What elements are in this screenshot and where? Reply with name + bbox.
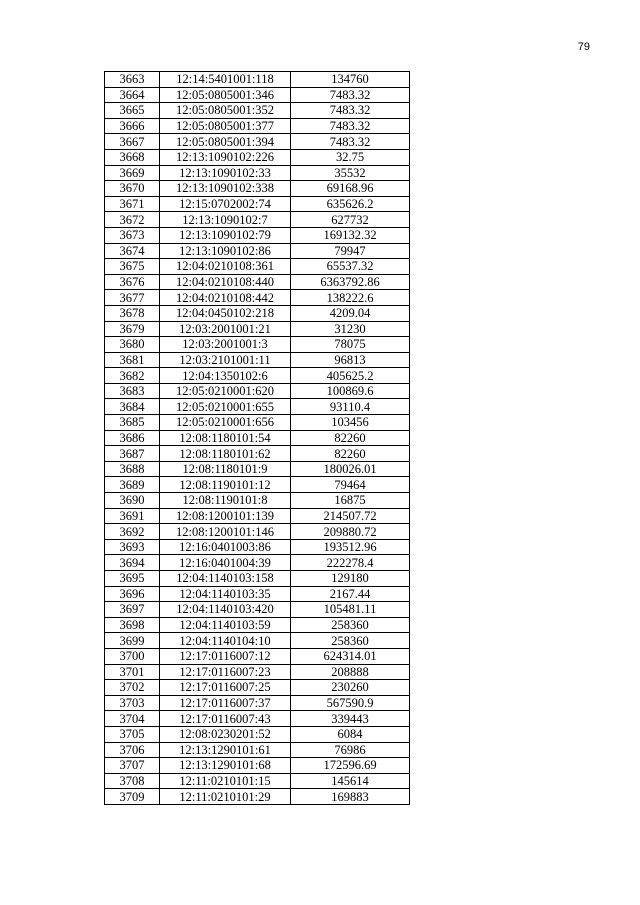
row-index-cell: 3677 (105, 290, 160, 306)
cadastral-number-cell: 12:16:0401003:86 (160, 539, 291, 555)
table-row (105, 165, 410, 181)
row-index-cell: 3691 (105, 508, 160, 524)
row-index-cell: 3669 (105, 165, 160, 181)
table-row (105, 290, 410, 306)
cadastral-number-cell: 12:17:0116007:12 (160, 648, 291, 664)
cadastral-number-cell: 12:13:1090102:7 (160, 212, 291, 228)
cadastral-number-cell: 12:04:1140103:158 (160, 571, 291, 587)
value-cell: 230260 (291, 680, 410, 696)
row-index-cell: 3689 (105, 477, 160, 493)
table-row (105, 789, 410, 805)
value-cell: 4209.04 (291, 305, 410, 321)
table-row (105, 383, 410, 399)
table-row (105, 680, 410, 696)
table-row (105, 461, 410, 477)
value-cell: 222278.4 (291, 555, 410, 571)
table-row (105, 586, 410, 602)
value-cell: 208888 (291, 664, 410, 680)
value-cell: 7483.32 (291, 87, 410, 103)
value-cell: 7483.32 (291, 118, 410, 134)
value-cell: 627732 (291, 212, 410, 228)
value-cell: 79947 (291, 243, 410, 259)
row-index-cell: 3704 (105, 711, 160, 727)
cadastral-number-cell: 12:08:1200101:139 (160, 508, 291, 524)
cadastral-number-cell: 12:05:0210001:656 (160, 415, 291, 431)
value-cell: 100869.6 (291, 383, 410, 399)
table-row (105, 446, 410, 462)
row-index-cell: 3692 (105, 524, 160, 540)
row-index-cell: 3663 (105, 72, 160, 88)
cadastral-number-cell: 12:08:0230201:52 (160, 726, 291, 742)
cadastral-number-cell: 12:13:1290101:61 (160, 742, 291, 758)
row-index-cell: 3694 (105, 555, 160, 571)
row-index-cell: 3686 (105, 430, 160, 446)
cadastral-table (104, 71, 410, 805)
row-index-cell: 3682 (105, 368, 160, 384)
row-index-cell: 3676 (105, 274, 160, 290)
row-index-cell: 3672 (105, 212, 160, 228)
cadastral-number-cell: 12:04:1140103:35 (160, 586, 291, 602)
cadastral-number-cell: 12:08:1190101:8 (160, 493, 291, 509)
cadastral-number-cell: 12:08:1200101:146 (160, 524, 291, 540)
row-index-cell: 3697 (105, 602, 160, 618)
value-cell: 6363792.86 (291, 274, 410, 290)
row-index-cell: 3707 (105, 758, 160, 774)
row-index-cell: 3680 (105, 337, 160, 353)
cadastral-number-cell: 12:04:1350102:6 (160, 368, 291, 384)
table-row (105, 664, 410, 680)
row-index-cell: 3700 (105, 648, 160, 664)
row-index-cell: 3693 (105, 539, 160, 555)
value-cell: 134760 (291, 72, 410, 88)
row-index-cell: 3679 (105, 321, 160, 337)
table-row (105, 602, 410, 618)
value-cell: 79464 (291, 477, 410, 493)
table-row (105, 539, 410, 555)
table-row (105, 243, 410, 259)
cadastral-number-cell: 12:05:0210001:620 (160, 383, 291, 399)
value-cell: 31230 (291, 321, 410, 337)
value-cell: 69168.96 (291, 181, 410, 197)
table-row (105, 508, 410, 524)
table-row (105, 196, 410, 212)
row-index-cell: 3671 (105, 196, 160, 212)
cadastral-number-cell: 12:13:1090102:338 (160, 181, 291, 197)
row-index-cell: 3696 (105, 586, 160, 602)
cadastral-number-cell: 12:08:1190101:12 (160, 477, 291, 493)
table-row (105, 274, 410, 290)
table-row (105, 134, 410, 150)
row-index-cell: 3702 (105, 680, 160, 696)
value-cell: 78075 (291, 337, 410, 353)
cadastral-number-cell: 12:03:2001001:21 (160, 321, 291, 337)
cadastral-number-cell: 12:13:1090102:79 (160, 227, 291, 243)
cadastral-number-cell: 12:14:5401001:118 (160, 72, 291, 88)
value-cell: 214507.72 (291, 508, 410, 524)
row-index-cell: 3681 (105, 352, 160, 368)
cadastral-number-cell: 12:11:0210101:29 (160, 789, 291, 805)
value-cell: 258360 (291, 617, 410, 633)
table-row (105, 773, 410, 789)
row-index-cell: 3688 (105, 461, 160, 477)
cadastral-number-cell: 12:17:0116007:43 (160, 711, 291, 727)
table-row (105, 758, 410, 774)
row-index-cell: 3670 (105, 181, 160, 197)
table-row (105, 648, 410, 664)
table-row (105, 259, 410, 275)
table-row (105, 399, 410, 415)
value-cell: 82260 (291, 446, 410, 462)
row-index-cell: 3673 (105, 227, 160, 243)
table-row (105, 103, 410, 119)
row-index-cell: 3690 (105, 493, 160, 509)
value-cell: 32.75 (291, 149, 410, 165)
row-index-cell: 3668 (105, 149, 160, 165)
value-cell: 172596.69 (291, 758, 410, 774)
value-cell: 16875 (291, 493, 410, 509)
row-index-cell: 3698 (105, 617, 160, 633)
value-cell: 339443 (291, 711, 410, 727)
table-row (105, 321, 410, 337)
row-index-cell: 3699 (105, 633, 160, 649)
row-index-cell: 3701 (105, 664, 160, 680)
cadastral-number-cell: 12:03:2001001:3 (160, 337, 291, 353)
value-cell: 169132.32 (291, 227, 410, 243)
value-cell: 405625.2 (291, 368, 410, 384)
value-cell: 35532 (291, 165, 410, 181)
value-cell: 635626.2 (291, 196, 410, 212)
value-cell: 129180 (291, 571, 410, 587)
row-index-cell: 3708 (105, 773, 160, 789)
row-index-cell: 3674 (105, 243, 160, 259)
cadastral-number-cell: 12:08:1180101:54 (160, 430, 291, 446)
cadastral-number-cell: 12:05:0805001:346 (160, 87, 291, 103)
table-row (105, 711, 410, 727)
cadastral-number-cell: 12:16:0401004:39 (160, 555, 291, 571)
cadastral-number-cell: 12:13:1090102:33 (160, 165, 291, 181)
table-row (105, 352, 410, 368)
value-cell: 76986 (291, 742, 410, 758)
row-index-cell: 3685 (105, 415, 160, 431)
table-row (105, 415, 410, 431)
value-cell: 145614 (291, 773, 410, 789)
value-cell: 7483.32 (291, 134, 410, 150)
table-row (105, 617, 410, 633)
cadastral-number-cell: 12:04:1140104:10 (160, 633, 291, 649)
cadastral-number-cell: 12:04:0450102:218 (160, 305, 291, 321)
value-cell: 93110.4 (291, 399, 410, 415)
row-index-cell: 3667 (105, 134, 160, 150)
value-cell: 6084 (291, 726, 410, 742)
value-cell: 567590.9 (291, 695, 410, 711)
value-cell: 82260 (291, 430, 410, 446)
value-cell: 103456 (291, 415, 410, 431)
cadastral-number-cell: 12:08:1180101:62 (160, 446, 291, 462)
cadastral-number-cell: 12:17:0116007:23 (160, 664, 291, 680)
table-row (105, 742, 410, 758)
cadastral-number-cell: 12:11:0210101:15 (160, 773, 291, 789)
value-cell: 2167.44 (291, 586, 410, 602)
row-index-cell: 3665 (105, 103, 160, 119)
row-index-cell: 3703 (105, 695, 160, 711)
table-body (105, 72, 410, 805)
table-row (105, 305, 410, 321)
cadastral-number-cell: 12:05:0805001:394 (160, 134, 291, 150)
cadastral-number-cell: 12:13:1290101:68 (160, 758, 291, 774)
table-row (105, 118, 410, 134)
cadastral-number-cell: 12:17:0116007:37 (160, 695, 291, 711)
page-number: 79 (577, 41, 590, 53)
cadastral-number-cell: 12:04:0210108:442 (160, 290, 291, 306)
cadastral-number-cell: 12:04:0210108:440 (160, 274, 291, 290)
row-index-cell: 3666 (105, 118, 160, 134)
table-row (105, 493, 410, 509)
cadastral-number-cell: 12:04:1140103:59 (160, 617, 291, 633)
value-cell: 138222.6 (291, 290, 410, 306)
value-cell: 169883 (291, 789, 410, 805)
value-cell: 105481.11 (291, 602, 410, 618)
table-row (105, 695, 410, 711)
cadastral-number-cell: 12:08:1180101:9 (160, 461, 291, 477)
cadastral-number-cell: 12:05:0805001:352 (160, 103, 291, 119)
cadastral-number-cell: 12:13:1090102:226 (160, 149, 291, 165)
row-index-cell: 3684 (105, 399, 160, 415)
value-cell: 624314.01 (291, 648, 410, 664)
table-row (105, 571, 410, 587)
value-cell: 258360 (291, 633, 410, 649)
value-cell: 65537.32 (291, 259, 410, 275)
table-row (105, 212, 410, 228)
table-row (105, 555, 410, 571)
table-row (105, 477, 410, 493)
cadastral-number-cell: 12:04:1140103:420 (160, 602, 291, 618)
cadastral-number-cell: 12:13:1090102:86 (160, 243, 291, 259)
table-row (105, 368, 410, 384)
row-index-cell: 3706 (105, 742, 160, 758)
cadastral-number-cell: 12:04:0210108:361 (160, 259, 291, 275)
cadastral-number-cell: 12:05:0805001:377 (160, 118, 291, 134)
table-row (105, 726, 410, 742)
value-cell: 7483.32 (291, 103, 410, 119)
row-index-cell: 3683 (105, 383, 160, 399)
table-row (105, 87, 410, 103)
value-cell: 193512.96 (291, 539, 410, 555)
cadastral-number-cell: 12:05:0210001:655 (160, 399, 291, 415)
row-index-cell: 3709 (105, 789, 160, 805)
table-row (105, 227, 410, 243)
table-row (105, 633, 410, 649)
cadastral-number-cell: 12:15:0702002:74 (160, 196, 291, 212)
value-cell: 96813 (291, 352, 410, 368)
row-index-cell: 3695 (105, 571, 160, 587)
row-index-cell: 3687 (105, 446, 160, 462)
cadastral-number-cell: 12:03:2101001:11 (160, 352, 291, 368)
value-cell: 180026.01 (291, 461, 410, 477)
table-row (105, 430, 410, 446)
row-index-cell: 3705 (105, 726, 160, 742)
table-row (105, 524, 410, 540)
row-index-cell: 3675 (105, 259, 160, 275)
row-index-cell: 3664 (105, 87, 160, 103)
table-row (105, 181, 410, 197)
table-row (105, 337, 410, 353)
value-cell: 209880.72 (291, 524, 410, 540)
row-index-cell: 3678 (105, 305, 160, 321)
table-row (105, 149, 410, 165)
table-row (105, 72, 410, 88)
cadastral-number-cell: 12:17:0116007:25 (160, 680, 291, 696)
